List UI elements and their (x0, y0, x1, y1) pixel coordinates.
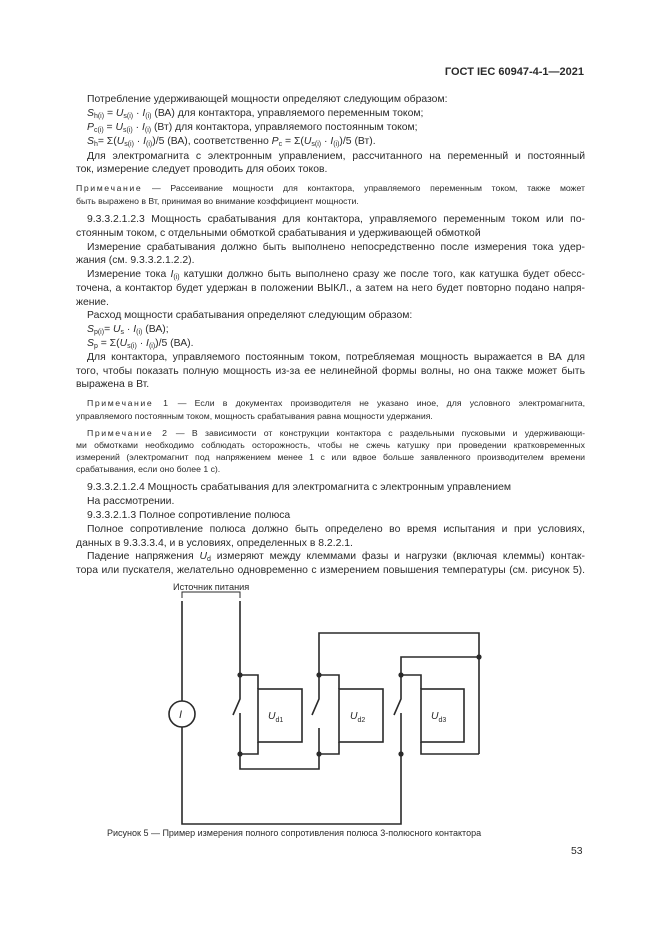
paragraph: Для контактора, управляемого постоянным током, потребляемая мощность выражается в ВА для (87, 352, 585, 363)
voltmeter-ud1 (258, 689, 302, 742)
section-heading: 9.3.3.2.1.3 Полное сопротивление полюса (87, 510, 291, 521)
note: управляемого постоянным током, мощность срабатывания равна мощности удержания. (76, 411, 433, 421)
switch-contact (312, 694, 319, 715)
note: измерений (электромагнит под напряжением менее 1 с или вдвое больше заявленного производителем времени (76, 452, 585, 462)
voltmeter-ud2 (339, 689, 383, 742)
paragraph-text: Падение напряжения (87, 551, 194, 562)
ud3-label: $U_{d3}$ (431, 711, 447, 724)
paragraph: тора или пускателя, желательно одновременно с измерением повышения температуры (см. рисунок 5). (76, 565, 585, 576)
junction-dot (237, 751, 242, 756)
page-number: 53 (571, 846, 583, 857)
note-label: Примечание 1 (87, 398, 170, 408)
power-source-bracket (182, 592, 240, 598)
junction-dot (237, 672, 242, 677)
paragraph: точена, а контактор будет удержан в положении ВЫКЛ., а затем на него будет повторно подано напря- (76, 283, 585, 294)
section-heading: 9.3.3.2.1.2.4 Мощность срабатывания для электромагнита с электронным управлением (87, 482, 512, 493)
formula-text: (Вт) для контактора, управляемого постоянным током; (153, 122, 418, 133)
formula-text: (ВА) для контактора, управляемого переменным током; (154, 108, 424, 119)
formula-text: (ВА); (145, 324, 169, 335)
note: срабатывания, если оно более 1 с). (76, 464, 221, 474)
formula-line: $S_{h(i)} = U_{s(i)} \cdot I_{(i)}$ (ВА) для контактора, управляемого переменным током; (87, 108, 424, 120)
paragraph: Полное сопротивление полюса должно быть определено во время испытания и при условиях, (87, 524, 585, 535)
paragraph: Падение напряжения $U_d$ измеряют между клеммами фазы и нагрузки (включая клеммы) контак- (87, 551, 585, 563)
ud1-label: $U_{d1}$ (268, 711, 284, 724)
formula-line: $S_{p(i)}= U_s \cdot I_{(i)}$ (ВА); (87, 324, 169, 336)
wire (240, 675, 258, 689)
note-label: Примечание 2 (87, 428, 169, 438)
figure-caption: Рисунок 5 — Пример измерения полного сопротивления полюса 3-полюсного контактора (107, 828, 482, 838)
wire (421, 742, 479, 754)
note: быть выражено в Вт, принимая во внимание коэффициент мощности. (76, 196, 359, 206)
wire (240, 742, 258, 754)
formula-text: /5 (ВА). (158, 338, 194, 349)
ud2-label: $U_{d2}$ (350, 711, 366, 724)
junction-dot (476, 654, 481, 659)
note-text: — Если в документах производителя не указано иное, для условного электромагнита, (169, 398, 585, 408)
section-heading: 9.3.3.2.1.2.3 Мощность срабатывания для контактора, управляемого переменным током или по- (87, 214, 585, 225)
switch-contact (233, 694, 240, 715)
wire (319, 675, 339, 689)
junction-dot (398, 672, 403, 677)
junction-dot (316, 672, 321, 677)
document-header: ГОСТ IEC 60947-4-1—2021 (444, 66, 584, 78)
paragraph: На рассмотрении. (87, 496, 175, 507)
paragraph: Измерение тока $I_{(i)}$ катушки должно быть выполнено сразу же после того, как катушка будет обесс- (87, 269, 585, 281)
paragraph: ток, измерение следует проводить для обоих токов. (76, 164, 328, 175)
paragraph: жания (см. 9.3.3.2.1.2.2). (76, 255, 195, 266)
wire (319, 742, 339, 754)
note-text: — Рассеивание мощности для контактора, управляемого переменным током, также может (142, 183, 585, 193)
junction-dot (398, 751, 403, 756)
formula-text: /5 (Вт). (342, 136, 376, 147)
junction-dot (316, 751, 321, 756)
wire (401, 675, 421, 689)
section-heading: стоянным током, с отдельными обмоткой срабатывания и удерживающей обмоткой (76, 228, 481, 239)
formula-text: /5 (ВА), соответственно (155, 136, 269, 147)
note: ми обмотками необходимо соблюдать осторожность, чтобы не сжечь катушку при проведении кратковременных (76, 440, 585, 450)
paragraph-text: катушки должно быть выполнено сразу же после того, как катушка будет обесс- (183, 269, 585, 280)
note-text: — В зависимости от конструкции контактора с раздельными пусковыми и удерживающи- (168, 428, 585, 438)
paragraph-text: Измерение тока (87, 269, 167, 280)
paragraph: Потребление удерживающей мощности определяют следующим образом: (87, 94, 448, 105)
formula-line: $S_p = \Sigma(U_{s(i)} \cdot I_{(i)})/5$ (ВА). (87, 338, 194, 350)
voltmeter-ud3 (421, 689, 464, 742)
formula-line: $S_h= \Sigma(U_{s(i)} \cdot I_{(i)})/5$ (ВА), соответственно $P_c = \Sigma(U_{s(i)} \cdot I_{(i)})/5$ (Вт). (87, 136, 376, 148)
paragraph: того, чтобы показать полную мощность из-за ее нелинейной формы волны, но она также может быть (76, 366, 585, 377)
wire (319, 633, 479, 754)
paragraph: Для электромагнита с электронным управлением, рассчитанного на переменный и постоянный (87, 151, 585, 162)
paragraph: жение. (76, 297, 109, 308)
power-source-label: Источник питания (173, 582, 250, 592)
switch-contact (394, 694, 401, 715)
paragraph-text: измеряют между клеммами фазы и нагрузки (включая клеммы) контак- (216, 551, 585, 562)
paragraph: выражена в Вт. (76, 379, 150, 390)
current-symbol: I (179, 709, 183, 721)
formula-line: $P_{c(i)} = U_{s(i)} \cdot I_{(i)}$ (Вт) для контактора, управляемого постоянным током; (87, 122, 418, 134)
paragraph: данных в 9.3.3.3.4, и в условиях, определенных в 8.2.2.1. (76, 538, 353, 549)
paragraph: Измерение срабатывания должно быть выполнено непосредственно после измерения тока удер- (87, 242, 585, 253)
paragraph: Расход мощности срабатывания определяют следующим образом: (87, 310, 413, 321)
note-label: Примечание (76, 183, 143, 193)
